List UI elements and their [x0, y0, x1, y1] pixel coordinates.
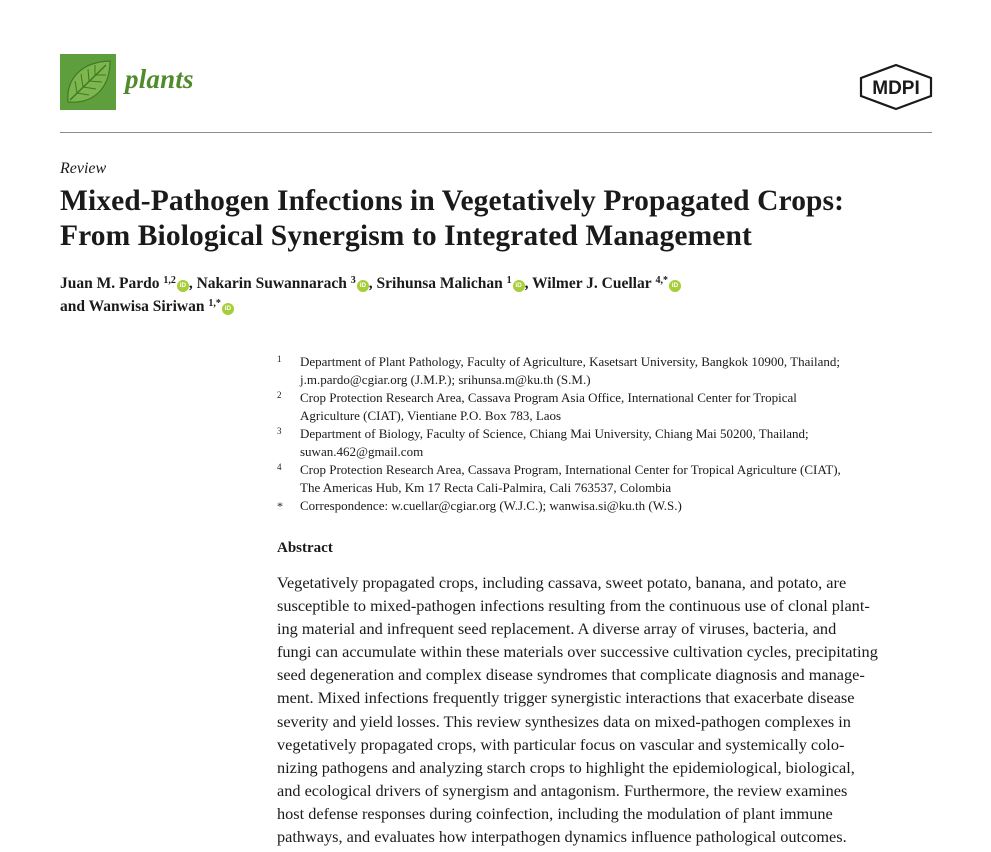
abstract-line: ing material and infrequent seed replacement. A diverse array of viruses, bacteria, and — [277, 619, 837, 639]
abstract-line: nizing pathogens and analyzing starch crops to highlight the epidemiological, biological, — [277, 757, 855, 777]
affiliation-item — [277, 461, 937, 497]
author-affiliation-ref: 1,* — [208, 298, 221, 309]
author-affiliation-ref: 1,2 — [163, 275, 176, 286]
author-affiliation-ref: 3 — [350, 275, 356, 286]
abstract-line: susceptible to mixed-pathogen infections resulting from the continuous use of clonal plant- — [277, 596, 870, 616]
affiliation-text: suwan.462@gmail.com — [300, 444, 424, 459]
article-title-line: Mixed-Pathogen Infections in Vegetatively Propagated Crops: — [60, 185, 845, 217]
author-name: Srihunsa Malichan — [376, 275, 503, 292]
author-name: Juan M. Pardo — [60, 275, 160, 292]
affiliation-text: Crop Protection Research Area, Cassava Program, International Center for Tropical Agriculture (CIAT), — [300, 462, 841, 477]
article-title — [60, 184, 940, 254]
affiliation-number: 1 — [277, 354, 282, 364]
correspondence-text: Correspondence: w.cuellar@cgiar.org (W.J.C.); wanwisa.si@ku.th (W.S.) — [300, 498, 682, 513]
abstract-line: vegetatively propagated crops, with particular focus on vascular and systemically colo- — [277, 734, 845, 754]
correspondence-item — [277, 497, 937, 515]
author-affiliation-ref: 1 — [506, 275, 512, 286]
abstract-line: and ecological drivers of synergism and antagonism. Furthermore, the review examines — [277, 780, 848, 800]
affiliation-item — [277, 425, 937, 461]
affiliation-item — [277, 353, 937, 389]
affiliation-text: Department of Biology, Faculty of Science, Chiang Mai University, Chiang Mai 50200, Thailand; — [300, 426, 809, 441]
mdpi-logo-icon — [858, 62, 934, 112]
affiliation-text: Department of Plant Pathology, Faculty of Agriculture, Kasetsart University, Bangkok 10900, Thailand; — [300, 354, 841, 369]
publisher-logo — [858, 62, 934, 112]
abstract-line: host defense responses during coinfection, including the modulation of plant immune — [277, 803, 833, 823]
abstract-line: fungi can accumulate within these materials over successive cultivation cycles, precipitating — [277, 642, 878, 662]
article-title-line: From Biological Synergism to Integrated Management — [60, 220, 752, 252]
orcid-icon[interactable]: iD — [222, 303, 234, 315]
affiliation-number: 4 — [277, 462, 282, 472]
abstract-line: ment. Mixed infections frequently trigger synergistic interactions that exacerbate disease — [277, 688, 855, 708]
abstract-line: seed degeneration and complex disease syndromes that complicate diagnosis and manage- — [277, 665, 865, 685]
author-name: Wilmer J. Cuellar — [532, 275, 652, 292]
svg-text:MDPI: MDPI — [872, 78, 920, 99]
author-name: Nakarin Suwannarach — [196, 275, 347, 292]
orcid-icon[interactable]: iD — [513, 280, 525, 292]
abstract-body — [277, 571, 937, 848]
journal-name: plants — [125, 64, 194, 94]
abstract-line: Vegetatively propagated crops, including cassava, sweet potato, banana, and potato, are — [277, 573, 847, 592]
orcid-icon[interactable]: iD — [177, 280, 189, 292]
abstract-line: pathways, and evaluates how interpathogen dynamics influence pathological outcomes. — [277, 827, 847, 847]
abstract-line: severity and yield losses. This review synthesizes data on mixed-pathogen complexes in — [277, 711, 851, 731]
correspondence-mark: * — [277, 499, 283, 513]
author-line: Juan M. Pardo $^{1,2}$ iD , Nakarin Suwannarach $^3$ iD , Srihunsa Malichan $^1$ iD , Wilmer J. Cuellar $^{4,*}$ iD — [60, 272, 940, 295]
affiliation-number: 2 — [277, 390, 282, 400]
affiliation-text: Agriculture (CIAT), Vientiane P.O. Box 783, Laos — [300, 408, 562, 423]
author-affiliation-ref: 4,* — [655, 275, 668, 286]
header-rule — [60, 132, 932, 133]
affiliation-item — [277, 389, 937, 425]
journal-logo — [60, 54, 116, 110]
author-list — [60, 272, 940, 318]
affiliation-text: The Americas Hub, Km 17 Recta Cali-Palmira, Cali 763537, Colombia — [300, 480, 672, 495]
article-type: Review — [60, 160, 107, 177]
leaf-icon — [60, 54, 116, 110]
orcid-icon[interactable]: iD — [357, 280, 369, 292]
affiliation-text: j.m.pardo@cgiar.org (J.M.P.); srihunsa.m@ku.th (S.M.) — [300, 372, 591, 387]
author-line — [60, 295, 940, 318]
abstract-heading: Abstract — [277, 540, 333, 556]
affiliation-list — [277, 353, 937, 515]
affiliation-text: Crop Protection Research Area, Cassava Program Asia Office, International Center for Tropical — [300, 390, 797, 405]
orcid-icon[interactable]: iD — [669, 280, 681, 292]
author-name: and Wanwisa Siriwan — [60, 298, 205, 315]
affiliation-number: 3 — [277, 426, 282, 436]
